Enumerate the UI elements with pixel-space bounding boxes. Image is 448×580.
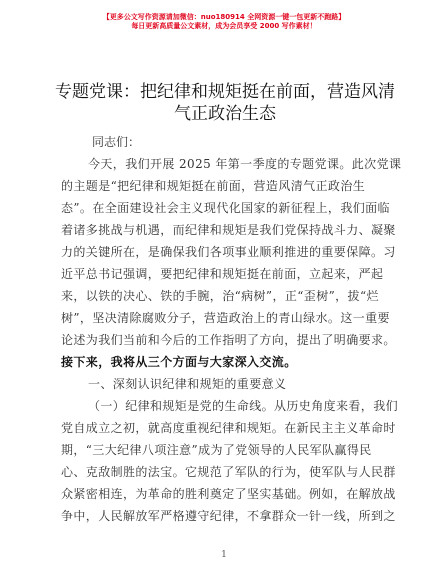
body-line: 来，以铁的决心、铁的手腕，治“病树”，正“歪树”，拔“烂 xyxy=(61,289,379,303)
document-title-line2: 气正政治生态 xyxy=(174,104,276,124)
body-line: （一）纪律和规矩是党的生命线。从历史角度来看，我们 xyxy=(88,399,399,413)
promo-banner-line2: 每日更新高质量公文素材，成为会员享受 2000 写作素材！ xyxy=(131,22,317,30)
promo-banner-line1: 【更多公文写作资源请加微信：nuo180914 全网资源一键一包更新不跑路】 xyxy=(102,13,346,21)
body-line: 态”。在全面建设社会主义现代化国家的新征程上，我们面临 xyxy=(61,201,390,215)
body-line: 期，“三大纪律八项注意”成为了党领导的人民军队赢得民 xyxy=(61,443,372,457)
page-number: 1 xyxy=(221,550,227,560)
transition-sentence: 接下来，我将从三个方面与大家深入交流。 xyxy=(61,355,297,369)
body-line: 今天，我们开展 2025 年第一季度的专题党课。此次党课 xyxy=(88,157,402,171)
body-line: 着诸多挑战与机遇，而纪律和规矩是我们党保持战斗力、凝聚 xyxy=(61,223,396,237)
body-line: 近平总书记强调，要把纪律和规矩挺在前面，立起来，严起 xyxy=(61,267,384,281)
body-line: 力的关键所在，是确保我们各项事业顺利推进的重要保障。习 xyxy=(61,245,396,259)
document-title-line1: 专题党课：把纪律和规矩挺在前面，营造风清 xyxy=(55,82,395,102)
body-line: 党自成立之初，就高度重视纪律和规矩。在新民主主义革命时 xyxy=(61,421,396,435)
body-line: 论述为我们当前和今后的工作指明了方向，提出了明确要求。 xyxy=(61,333,396,347)
salutation: 同志们： xyxy=(92,135,141,149)
section-heading: 一、深刻认识纪律和规矩的重要意义 xyxy=(88,377,287,391)
body-line: 心、克敌制胜的法宝。它规范了军队的行为，使军队与人民群 xyxy=(61,465,396,479)
body-line: 争中，人民解放军严格遵守纪律，不拿群众一针一线，所到之 xyxy=(61,509,396,523)
body-line: 树”，坚决清除腐败分子，营造政治上的青山绿水。这一重要 xyxy=(61,311,390,325)
body-line: 的主题是“把纪律和规矩挺在前面，营造风清气正政治生 xyxy=(61,179,366,193)
body-line: 众紧密相连，为革命的胜利奠定了坚实基础。例如，在解放战 xyxy=(61,487,396,501)
